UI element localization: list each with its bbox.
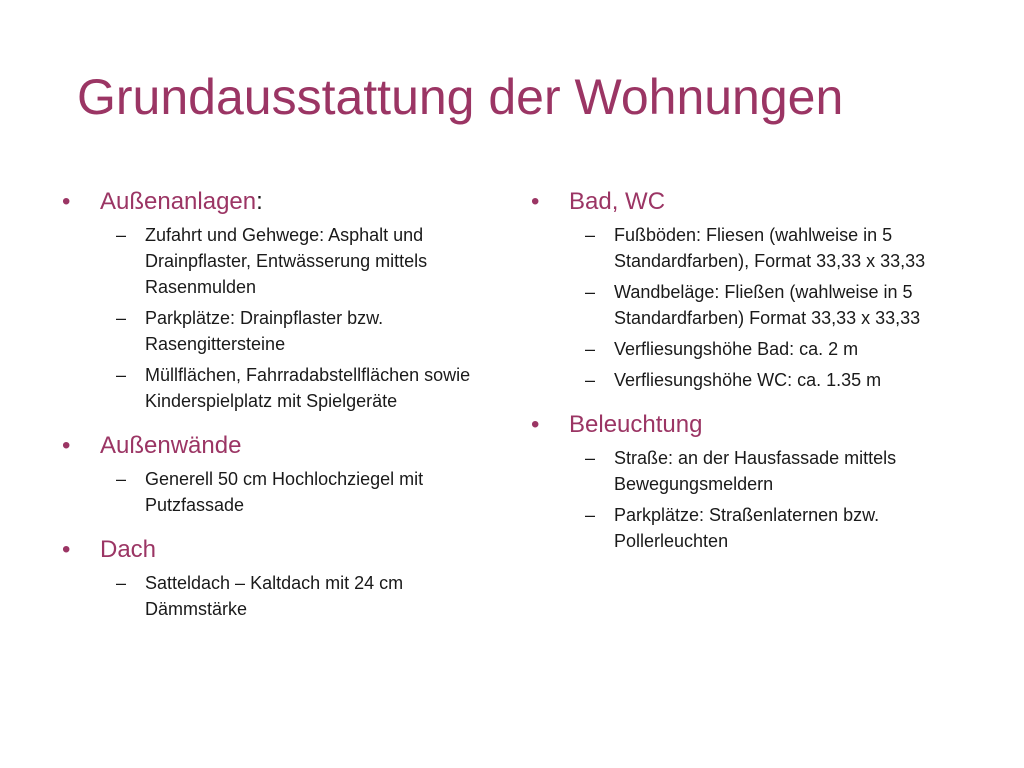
list-item [569, 336, 971, 362]
slide-title: Grundausstattung der Wohnungen [77, 69, 844, 125]
dash-icon: – [585, 225, 596, 245]
dash-icon: – [116, 225, 127, 245]
dash-icon: – [585, 339, 596, 359]
sub-list [100, 222, 502, 414]
list-item [100, 222, 502, 300]
list-item-text: Zufahrt und Gehwege: Asphalt und Drainpflaster, Entwässerung mittels Rasenmulden [145, 225, 428, 297]
list-item [569, 279, 971, 331]
dash-icon: – [116, 469, 127, 489]
section-heading [100, 184, 502, 220]
list-item [100, 362, 502, 414]
sub-list [569, 222, 971, 393]
list-item-text: Parkplätze: Drainpflaster bzw. Rasengittersteine [145, 308, 384, 354]
list-item [569, 445, 971, 497]
list-item-text: Parkplätze: Straßenlaternen bzw. Pollerleuchten [614, 505, 880, 551]
left-column [62, 184, 502, 622]
list-item-text: Verfliesungshöhe Bad: ca. 2 m [614, 339, 859, 359]
list-item [569, 222, 971, 274]
dash-icon: – [116, 365, 127, 385]
section-heading: Beleuchtung [569, 411, 703, 438]
right-column [531, 184, 971, 554]
section-heading: Dach [100, 536, 157, 563]
section-aussenanlagen [62, 184, 502, 414]
list-item [569, 367, 971, 393]
dash-icon: – [585, 370, 596, 390]
section-heading-text: Außenanlagen [100, 188, 257, 215]
list-item [100, 466, 502, 518]
section-dach [62, 532, 502, 622]
bullet-icon: • [62, 432, 71, 459]
section-heading: Bad, WC [569, 188, 666, 215]
list-item [100, 570, 502, 622]
list-item-text: Wandbeläge: Fließen (wahlweise in 5 Standardfarben) Format 33,33 x 33,33 [614, 282, 921, 328]
bullet-icon: • [531, 188, 540, 215]
dash-icon: – [116, 573, 127, 593]
section-aussenwaende [62, 428, 502, 518]
dash-icon: – [585, 282, 596, 302]
dash-icon: – [585, 505, 596, 525]
sub-list [100, 570, 502, 622]
list-item-text: Verfliesungshöhe WC: ca. 1.35 m [614, 370, 882, 390]
section-beleuchtung [531, 407, 971, 554]
list-item-text: Satteldach – Kaltdach mit 24 cm Dämmstärke [145, 573, 404, 619]
list-item-text: Generell 50 cm Hochlochziegel mit Putzfassade [145, 469, 424, 515]
bullet-icon: • [62, 188, 71, 215]
section-list-right [531, 184, 971, 554]
list-item [569, 502, 971, 554]
bullet-icon: • [62, 536, 71, 563]
sub-list [569, 445, 971, 554]
section-heading-colon: : [256, 188, 263, 215]
dash-icon: – [585, 448, 596, 468]
list-item [100, 305, 502, 357]
bullet-icon: • [531, 411, 540, 438]
list-item-text: Fußböden: Fliesen (wahlweise in 5 Standardfarben), Format 33,33 x 33,33 [614, 225, 926, 271]
list-item-text: Müllflächen, Fahrradabstellflächen sowie Kinderspielplatz mit Spielgeräte [145, 365, 471, 411]
list-item-text: Straße: an der Hausfassade mittels Bewegungsmeldern [614, 448, 897, 494]
section-bad-wc [531, 184, 971, 393]
section-heading: Außenwände [100, 432, 242, 459]
sub-list [100, 466, 502, 518]
dash-icon: – [116, 308, 127, 328]
section-list-left [62, 184, 502, 622]
